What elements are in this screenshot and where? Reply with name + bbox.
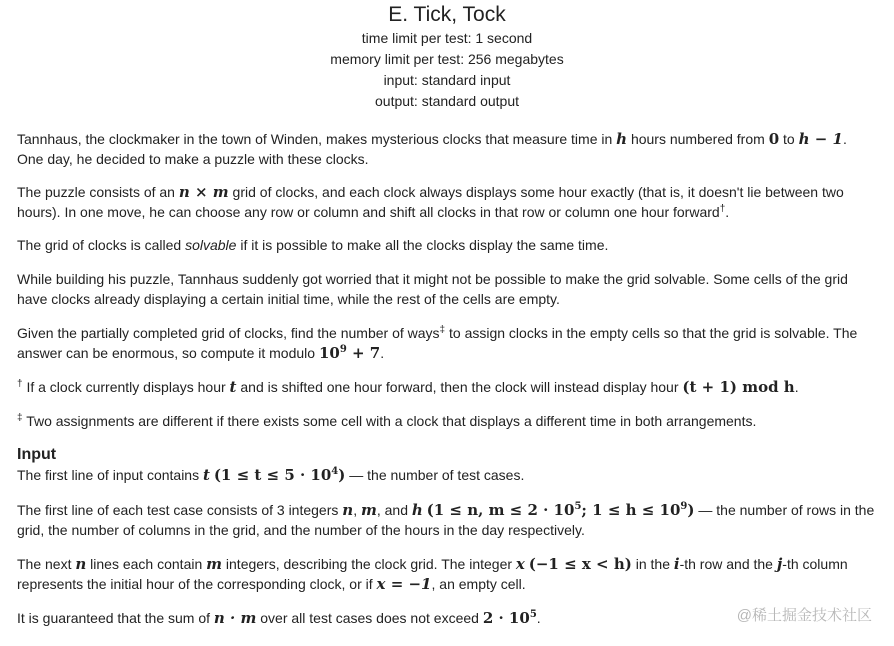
math-j: j	[776, 555, 783, 573]
text: , an empty cell.	[431, 576, 526, 592]
math-exp: 5	[574, 501, 582, 512]
text: Given the partially completed grid of clocks, find the number of ways	[17, 325, 440, 341]
problem-title: E. Tick, Tock	[388, 3, 506, 26]
text: The grid of clocks is called	[17, 237, 186, 253]
math-t: t	[203, 466, 210, 484]
text: .	[380, 345, 385, 361]
text: ,	[353, 502, 361, 518]
text: . One day, he decided to make a puzzle with these clocks.	[17, 131, 847, 167]
math-t-plus-1-mod-h: (t + 1) mod h	[682, 378, 795, 396]
text: It is guaranteed that the sum of	[17, 610, 214, 626]
watermark: @稀土掘金技术社区	[736, 607, 872, 624]
text: -th column represents the initial hour of the corresponding clock, or if	[17, 556, 848, 592]
text: lines each contain	[86, 556, 207, 572]
math-n: n	[342, 501, 354, 519]
math-m: m	[360, 501, 377, 519]
text: and is shifted one hour forward, then the clock will instead display hour	[236, 379, 683, 395]
text: Tannhaus, the clockmaker in the town of Winden, makes mysterious clocks that measure time in	[17, 131, 617, 147]
math-part: (1 ≤ n, m ≤ 2 · 10	[426, 501, 575, 519]
math-mod-rest: + 7	[346, 344, 381, 362]
text: The next	[17, 556, 76, 572]
text: Two assignments are different if there exists some cell with a clock that displays a different time in both arrangements.	[22, 413, 757, 429]
text: The puzzle consists of an	[17, 184, 179, 200]
emphasis-solvable: solvable	[185, 237, 237, 253]
math-i: i	[673, 555, 680, 573]
text: grid of clocks, and each clock always displays some hour exactly (that is, it doesn't lie between two hours). In one move, he can choose any row or column and shift all clocks in that row or column one hour forward	[17, 184, 844, 220]
text: over all test cases does not exceed	[256, 610, 483, 626]
math-h: h	[411, 501, 423, 519]
text: in the	[631, 556, 674, 572]
statement-paragraph	[17, 235, 877, 255]
math-h-minus-1: h − 1	[798, 130, 843, 148]
text: — the number of rows in the grid, the number of columns in the grid, and the number of the hours in the day respectively.	[17, 502, 875, 538]
math-zero: 0	[768, 130, 780, 148]
footnote-double-dagger	[17, 411, 877, 431]
math-exp: 9	[680, 501, 688, 512]
memory-limit: memory limit per test: 256 megabytes	[330, 51, 564, 67]
footnote-mark: †	[17, 378, 23, 390]
math-x-eq-minus1: x = −1	[376, 575, 432, 593]
footnote-dagger	[17, 377, 877, 397]
math-exp: 4	[331, 466, 339, 477]
math-n-times-m: n × m	[178, 183, 229, 201]
text: -th row and the	[679, 556, 777, 572]
input-paragraph	[17, 500, 877, 540]
text: to	[779, 131, 799, 147]
output-spec: output: standard output	[375, 93, 519, 109]
math-part: )	[687, 501, 695, 519]
text: .	[794, 379, 799, 395]
problem-header	[0, 0, 894, 112]
math-modulus	[319, 344, 380, 362]
statement-paragraph: While building his puzzle, Tannhaus suddenly got worried that it might not be possible to make the grid solvable. Some cells of the grid have clocks already displaying a certain initial time, while the rest of the cells are empty.	[17, 271, 848, 307]
text: hours numbered from	[627, 131, 769, 147]
math-h: h	[616, 130, 628, 148]
text: — the number of test cases.	[345, 467, 525, 483]
math-mod-exp: 9	[339, 344, 347, 355]
input-spec: input: standard input	[383, 72, 511, 88]
math-t-bounds	[214, 466, 346, 484]
math-exp: 5	[529, 609, 537, 620]
text: if it is possible to make all the clocks display the same time.	[236, 237, 609, 253]
math-part: )	[338, 466, 346, 484]
math-part: ; 1 ≤ h ≤ 10	[581, 501, 681, 519]
text: If a clock currently displays hour	[22, 379, 230, 395]
statement-paragraph	[17, 182, 877, 222]
input-paragraph	[17, 554, 877, 594]
math-part: (1 ≤ t ≤ 5 · 10	[213, 466, 332, 484]
statement-paragraph	[17, 323, 877, 363]
math-part: 2 · 10	[482, 609, 530, 627]
text: The first line of each test case consists of 3 integers	[17, 502, 343, 518]
math-n-dot-m: n · m	[213, 609, 257, 627]
dagger-footnote-ref: †	[719, 203, 726, 215]
math-nmh-bounds	[427, 501, 695, 519]
statement-paragraph	[17, 129, 877, 169]
text: integers, describing the clock grid. The integer	[222, 556, 516, 572]
math-x-bounds: (−1 ≤ x < h)	[528, 555, 632, 573]
input-paragraph	[17, 465, 877, 485]
text: .	[536, 610, 541, 626]
math-x: x	[515, 555, 525, 573]
footnote-mark: ‡	[17, 412, 23, 424]
math-m: m	[206, 555, 223, 573]
problem-statement	[17, 129, 877, 628]
math-n: n	[75, 555, 87, 573]
time-limit: time limit per test: 1 second	[361, 30, 533, 46]
double-dagger-footnote-ref: ‡	[439, 324, 446, 336]
text: , and	[376, 502, 412, 518]
text: .	[725, 204, 730, 220]
text: The first line of input contains	[17, 467, 203, 483]
math-t: t	[229, 378, 237, 396]
text: to assign clocks in the empty cells so that the grid is solvable. The answer can be enormous, so compute it modulo	[17, 325, 858, 361]
input-section-title: Input	[17, 446, 57, 463]
math-sum-limit	[483, 609, 537, 627]
math-mod-base: 10	[318, 344, 340, 362]
